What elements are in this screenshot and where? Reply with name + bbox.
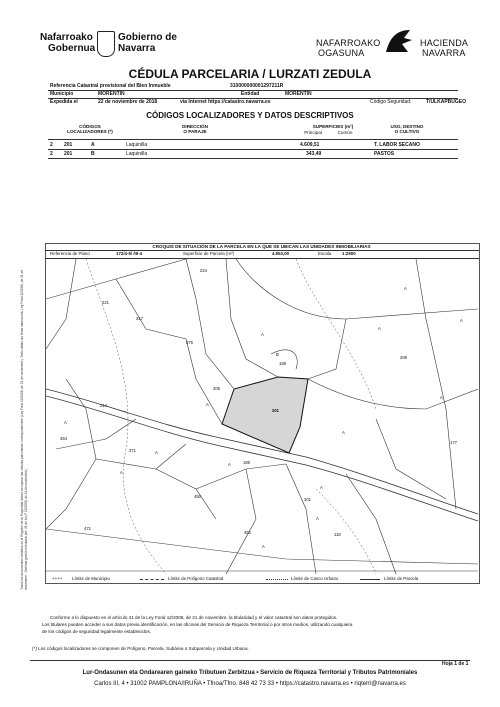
hacienda-navarra-logo [316, 26, 476, 56]
parcel-label: 118 [334, 532, 341, 537]
codigo-label: Código Seguridad: [370, 99, 412, 105]
legend-municipio: Límite de Municipio [72, 576, 110, 581]
parcel-label: 471 [84, 526, 91, 531]
ref-plano-label: Referencia de Plano [50, 251, 90, 256]
note-line: de los códigos de seguridad legalmente establecidos. [42, 629, 152, 634]
divider [30, 660, 470, 661]
parcel-label: 189 [279, 361, 286, 366]
parcel-label: 224 [200, 268, 207, 273]
th-codigos: CÓDIGOS LOCALIZADORES (*) [67, 124, 113, 135]
cell-poligono: 2 [50, 142, 53, 148]
hacienda-emblem-icon [382, 26, 416, 56]
th-uso: USO, DESTINO O CULTIVO [390, 124, 424, 135]
th-superficies: SUPERFICIES (m²) [312, 124, 354, 129]
parcel-label: 185 [243, 460, 250, 465]
cell-principal: 4.609,51 [300, 142, 320, 148]
parcel-sketch [46, 259, 478, 574]
parcel-label: A [460, 318, 463, 323]
parcel-label: 371 [129, 448, 136, 453]
note-line: Conforme a lo dispuesto en el artículo 41 de la Ley Foral 12/2006, de 21 de noviembre, la titularidad y el valor catastral son datos protegidos. [50, 615, 338, 620]
parcel-label-highlight: 201 [272, 408, 279, 413]
cell-paraje: Laquinilla [126, 142, 148, 148]
parcel-label: A [378, 326, 381, 331]
note-line: (*) Los códigos localizadores se componen de Polígono, Parcela, Subárea o Subparcela y Unidad Urbana. [32, 646, 249, 651]
ref-value: 310000000001297211R [230, 83, 284, 89]
parcel-label: A [261, 332, 264, 337]
th-comun: Común [337, 130, 353, 135]
escala-value: 1:2500 [342, 251, 356, 256]
parcel-label: A [228, 462, 231, 467]
parcel-label: A [404, 286, 407, 291]
cell-subarea: A [91, 142, 95, 148]
entidad-value: MORENTIN [285, 91, 312, 97]
municipio-label: Municipio [50, 91, 74, 97]
divider [45, 250, 479, 251]
logo-text: OGASUNA [318, 48, 365, 58]
parcel-label: A [262, 544, 265, 549]
gobierno-de-navarra-logo [40, 30, 190, 60]
via-label: vía Internet https://catastro.navarra.es [180, 99, 271, 105]
divider [48, 158, 458, 159]
footer-title: Lur-Ondasunen eta Ondarearen gaineko Tributuen Zerbitzua • Servicio de Riqueza Territorial y Tributos Patrimoniales [82, 670, 418, 676]
expedida-label: Expedida el [50, 99, 78, 105]
cell-principal: 343,49 [306, 151, 322, 157]
legend-parcela-symbol [360, 579, 380, 580]
parcel-label: A [342, 430, 345, 435]
parcel-label: 450 [194, 494, 201, 499]
escala-label: Escala [318, 251, 332, 256]
ref-plano-value: 172/4-5/ /III-4 [116, 251, 143, 256]
legend-poligono-symbol [140, 579, 164, 580]
parcel-label: 221 [102, 300, 109, 305]
legend-casco-symbol [266, 579, 288, 580]
logo-text: Gobernua [48, 43, 96, 54]
municipio-value: MORENTIN [98, 91, 125, 97]
parcel-label: 452 [244, 530, 251, 535]
logo-text: NAFARROAKO [316, 38, 381, 48]
logo-text: NAVARRA [422, 48, 466, 58]
legend-parcela: Límite de Parcela [384, 576, 419, 581]
parcel-label: A [316, 516, 319, 521]
parcel-label: A [320, 485, 323, 490]
divider [48, 139, 458, 140]
legend-casco: Límite de Casco Urbano [291, 576, 339, 581]
logo-text: Navarra [118, 43, 156, 54]
navarra-shield-icon [97, 31, 115, 57]
parcel-label: A [120, 470, 123, 475]
parcel-label: 301 [304, 497, 311, 502]
th-principal: Principal [304, 130, 322, 135]
map-title: CROQUIS DE SITUACIÓN DE LA PARCELA EN LA QUE SE UBICAN LAS UNIDADES INMOBILIARIAS [152, 244, 371, 249]
cell-parcela: 201 [64, 142, 73, 148]
logo-text: Nafarroako [40, 32, 93, 43]
superficie-value: 4.953,00 [272, 251, 290, 256]
parcel-label: 454 [60, 436, 67, 441]
parcel-label: A [440, 395, 443, 400]
parcel-label: 177 [450, 440, 457, 445]
th-direccion: DIRECCIÓN O PARAJE [182, 124, 208, 135]
superficie-label: Superficie de Parcela (m²) [183, 251, 234, 256]
note-line: Los titulares pueden acceder a sus datos previa identificación, en las oficinas del Servicio de Riqueza Territorial o por otros medios, utilizando cualquiera [42, 622, 353, 627]
parcel-label: B [276, 352, 279, 357]
logo-text: HACIENDA [420, 38, 469, 48]
cell-parcela: 201 [64, 151, 73, 157]
logo-text: Gobierno de [118, 32, 177, 43]
divider [48, 149, 458, 150]
parcel-label: 376 [186, 340, 193, 345]
cell-uso: PASTOS [374, 151, 395, 157]
document-title: CÉDULA PARCELARIA / LURZATI ZEDULA [128, 67, 372, 81]
parcel-label: 205 [213, 386, 220, 391]
expedida-value: 22 de noviembre de 2018 [98, 99, 158, 105]
parcel-label: 208 [400, 355, 407, 360]
parcel-label: A [206, 402, 209, 407]
legend-poligono: Límite de Polígono Catastral [168, 576, 224, 581]
parcel-label: A [64, 420, 67, 425]
parcel-label: A [155, 450, 158, 455]
cell-paraje: Laquinilla [126, 151, 148, 157]
footer-contact: Carlos III, 4 • 31002 PAMPLONA/IRUÑA • Tfnoa/Tfno. 848 42 73 33 • https://catastro.navarra.es • riqterri@navarra.es [94, 681, 406, 687]
page-number: Hoja 1 de 1 [442, 661, 469, 667]
codigo-value: T/ULKAPBUGEO [426, 99, 466, 105]
cell-uso: T. LABOR SECANO [374, 142, 420, 148]
entidad-label: Entidad [241, 91, 260, 97]
legal-side-text: Todos los documentos emitidos en el Registro de la Propiedad deben incorporar las cédulas parcelarias correspondientes (Ley Foral 12/2006, de 21 de noviembre). Texto válido sin firma manuscrita. Ley Foral 12/2006, de 21 de noviembre - Sistema gestión tributaria (art. 21 de la LF 12/2006, de 21 de noviembre). [20, 269, 28, 590]
cell-subarea: B [91, 151, 95, 157]
ref-label: Referencia Catastral provisional del Bien Inmueble [50, 83, 171, 89]
parcel-label: 214 [100, 403, 107, 408]
section-title: CÓDIGOS LOCALIZADORES Y DATOS DESCRIPTIVOS [146, 111, 354, 120]
legend-municipio-symbol: ++++ [52, 576, 63, 581]
cell-poligono: 2 [50, 151, 53, 157]
parcel-label: 217 [136, 316, 143, 321]
